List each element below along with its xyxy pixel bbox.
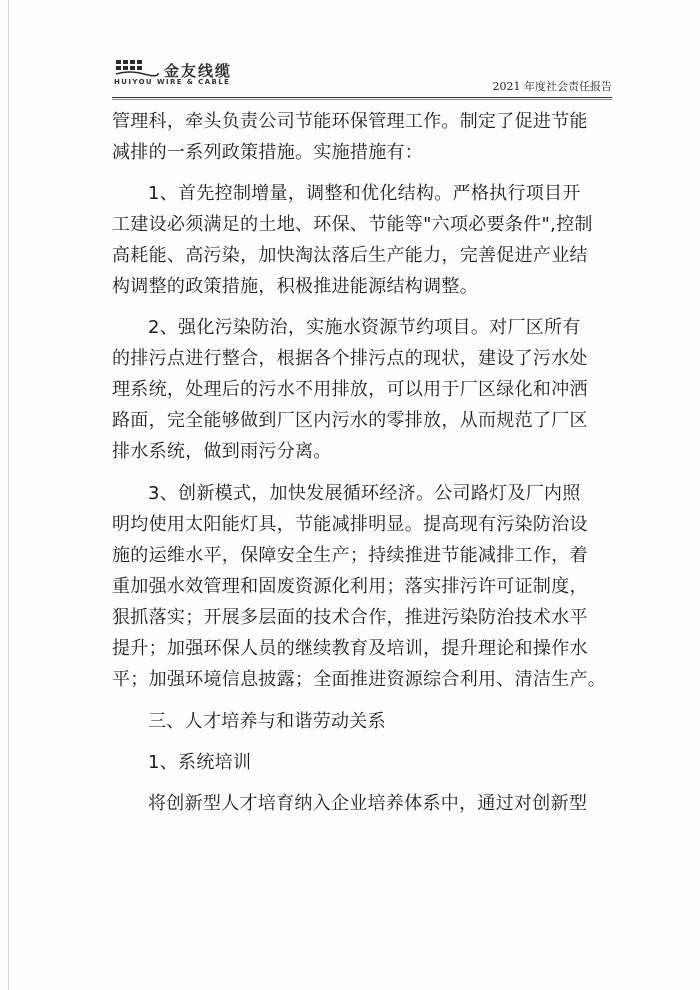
text-line: 提升；加强环保人员的继续教育及培训，提升理论和操作水 (112, 638, 588, 659)
text-line: 构调整的政策措施，积极推进能源结构调整。 (112, 276, 478, 297)
text-line: 明均使用太阳能灯具，节能减排明显。提高现有污染防治设 (112, 514, 588, 535)
text-line: 施的运维水平，保障安全生产；持续推进节能减排工作，着 (112, 545, 588, 566)
text-line: 重加强水效管理和固废资源化利用；落实排污许可证制度， (112, 576, 588, 597)
text-line: 平；加强环境信息披露；全面推进资源综合利用、清洁生产。 (112, 669, 607, 690)
text-line: 1、首先控制增量，调整和优化结构。严格执行项目开 (148, 183, 581, 204)
company-logo (112, 56, 252, 88)
text-line: 理系统，处理后的污水不用排放，可以用于厂区绿化和冲洒 (112, 379, 588, 400)
text-line: 路面，完全能够做到厂区内污水的零排放，从而规范了厂区 (112, 410, 588, 431)
page-header (112, 56, 612, 100)
text-line: 的排污点进行整合，根据各个排污点的现状，建设了污水处 (112, 348, 588, 369)
report-title: 2021 年度社会责任报告 (492, 80, 612, 93)
header-divider-secondary (112, 99, 612, 100)
text-line: 高耗能、高污染，加快淘汰落后生产能力，完善促进产业结 (112, 245, 588, 266)
logo-chinese-name: 金友线缆 (164, 62, 233, 80)
text-line: 1、系统培训 (148, 752, 252, 773)
text-line: 3、创新模式，加快发展循环经济。公司路灯及厂内照 (148, 483, 581, 504)
text-line: 三、人才培养与和谐劳动关系 (148, 711, 386, 732)
logo-mark-icon (114, 58, 160, 78)
scan-edge-line (8, 0, 9, 990)
text-line: 工建设必须满足的土地、环保、节能等"六项必要条件",控制 (112, 214, 593, 235)
text-line: 排水系统，做到雨污分离。 (112, 441, 332, 462)
text-line: 减排的一系列政策措施。实施措施有： (112, 142, 424, 163)
logo-english-name: HUIYOU WIRE & CABLE (114, 78, 231, 86)
text-line: 2、强化污染防治，实施水资源节约项目。对厂区所有 (148, 317, 581, 338)
text-line: 将创新型人才培育纳入企业培养体系中，通过对创新型 (148, 793, 588, 814)
text-line: 管理科，牵头负责公司节能环保管理工作。制定了促进节能 (112, 111, 588, 132)
text-line: 狠抓落实；开展多层面的技术合作，推进污染防治技术水平 (112, 607, 588, 628)
header-divider (112, 97, 612, 98)
